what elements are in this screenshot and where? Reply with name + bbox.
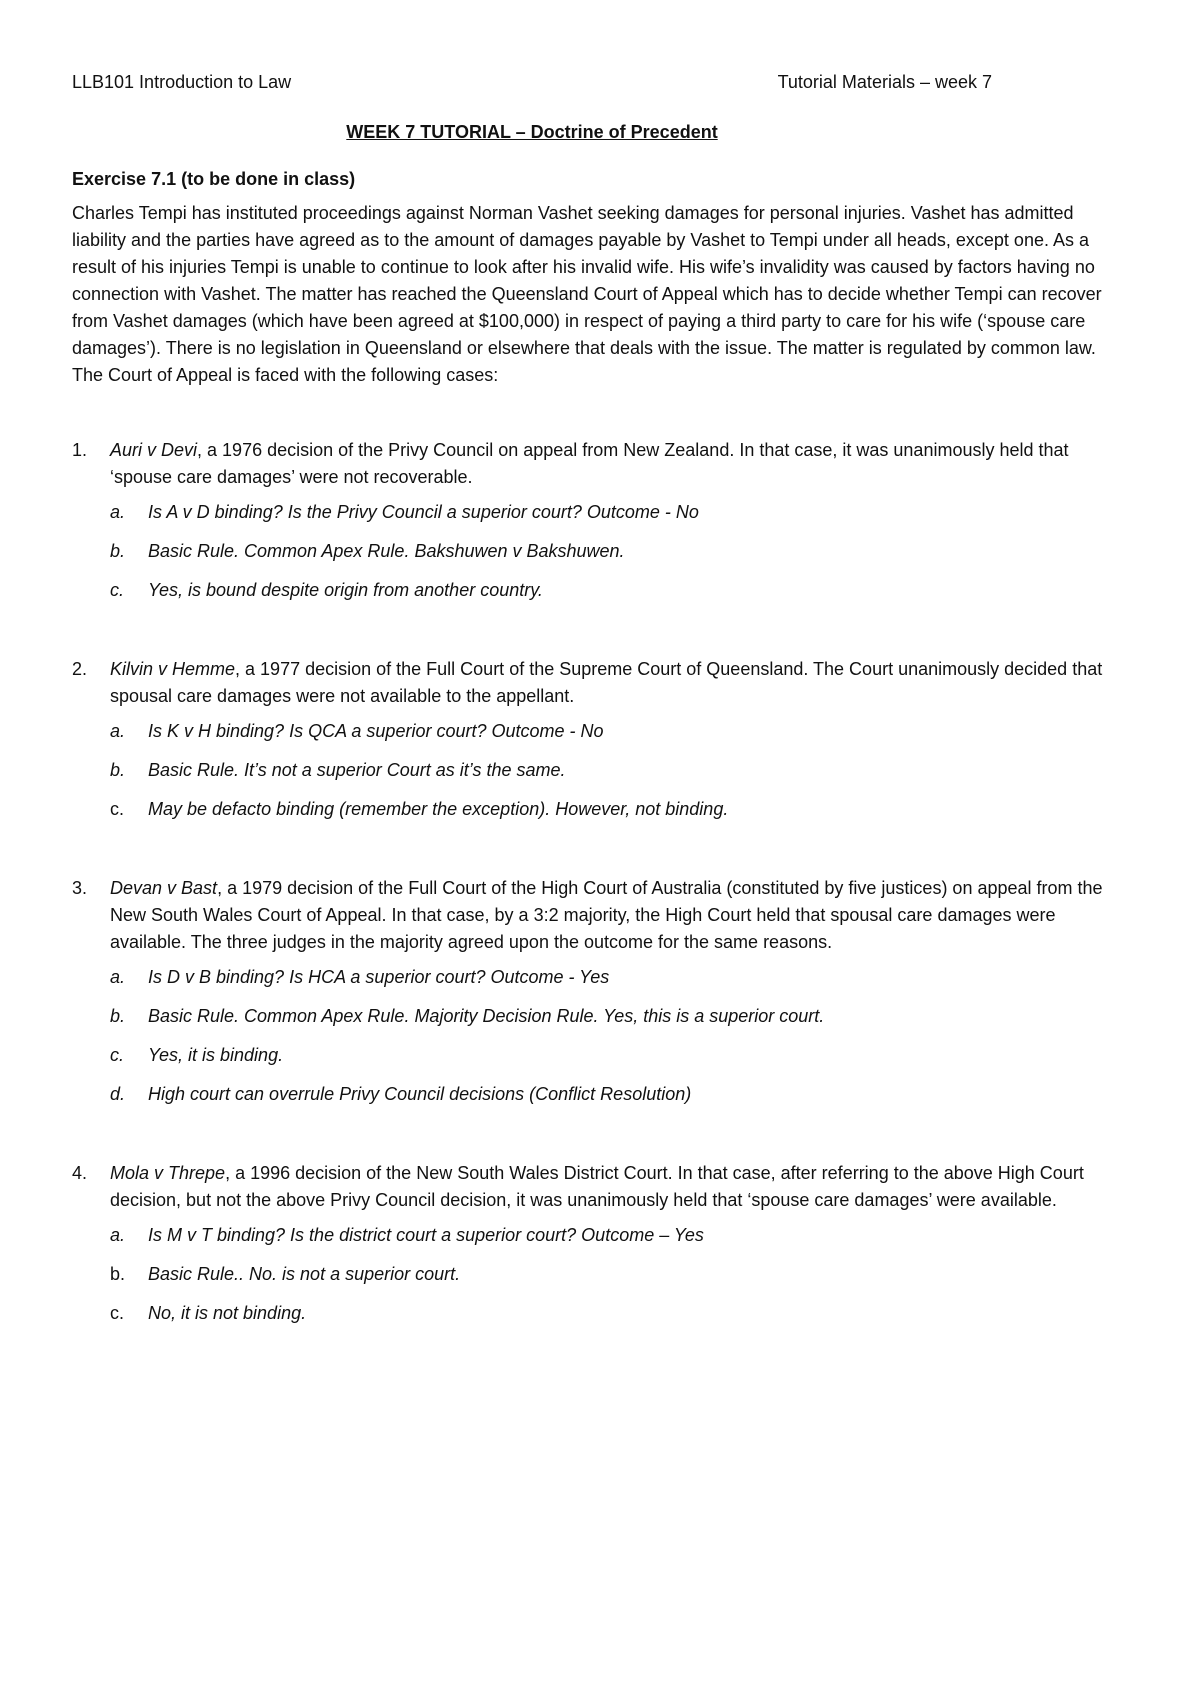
case-name: Kilvin v Hemme	[110, 659, 236, 679]
answer-letter: a.	[110, 967, 126, 987]
case-body	[110, 1160, 1120, 1339]
case-description: , a 1977 decision of the Full Court of the Supreme Court of Queensland. The Court unanimously decided that spousal care damages were not available to the appellant.	[110, 659, 1103, 706]
answer-item	[110, 1003, 1120, 1030]
answer-item	[110, 499, 1120, 526]
case-name: Mola v Threpe	[110, 1163, 226, 1183]
case-item	[72, 875, 1122, 1120]
answer-text: High court can overrule Privy Council decisions (Conflict Resolution)	[148, 1084, 692, 1104]
case-number: 3.	[72, 878, 88, 898]
case-name: Auri v Devi	[110, 440, 198, 460]
answer-text: Yes, is bound despite origin from another country.	[148, 580, 543, 600]
case-number: 1.	[72, 440, 88, 460]
case-number: 2.	[72, 659, 88, 679]
answer-item	[110, 1300, 1120, 1327]
case-description: , a 1976 decision of the Privy Council on appeal from New Zealand. In that case, it was unanimously held that ‘spouse care damages’ were not recoverable.	[110, 440, 1069, 487]
case-body	[110, 875, 1120, 1120]
answer-letter: c.	[110, 580, 125, 600]
answer-item	[110, 1222, 1120, 1249]
header-course: LLB101 Introduction to Law	[72, 72, 292, 92]
intro-paragraph: Charles Tempi has instituted proceedings against Norman Vashet seeking damages for personal injuries. Vashet has admitted liability and the parties have agreed as to the amount of damages payable by Vashet to Tempi under all heads, except one. As a result of his injuries Tempi is unable to continue to look after his invalid wife. His wife’s invalidity was caused by factors having no connection with Vashet. The matter has reached the Queensland Court of Appeal which has to decide whether Tempi can recover from Vashet damages (which have been agreed at $100,000) in respect of paying a third party to care for his wife (‘spouse care damages’). There is no legislation in Queensland or elsewhere that deals with the issue. The matter is regulated by common law. The Court of Appeal is faced with the following cases:	[72, 203, 1102, 385]
answer-item	[110, 1081, 1120, 1108]
answer-text: Yes, it is binding.	[148, 1045, 284, 1065]
case-number: 4.	[72, 1163, 88, 1183]
case-description: , a 1979 decision of the Full Court of the High Court of Australia (constituted by five justices) on appeal from the New South Wales Court of Appeal. In that case, by a 3:2 majority, the High Court held that spousal care damages were available. The three judges in the majority agreed upon the outcome for the same reasons.	[110, 878, 1103, 952]
answer-text: Basic Rule. It’s not a superior Court as it’s the same.	[148, 760, 566, 780]
case-item	[72, 1160, 1122, 1339]
answer-item	[110, 757, 1120, 784]
case-item	[72, 437, 1122, 616]
answer-letter: c.	[110, 1303, 125, 1323]
answer-letter: a.	[110, 1225, 126, 1245]
answer-letter: a.	[110, 502, 126, 522]
answer-letter: c.	[110, 799, 125, 819]
answer-list	[110, 1222, 1120, 1327]
answer-list	[110, 964, 1120, 1108]
answer-text: Basic Rule.. No. is not a superior court.	[148, 1264, 461, 1284]
case-item	[72, 656, 1122, 835]
answer-text: Is D v B binding? Is HCA a superior court? Outcome - Yes	[148, 967, 610, 987]
answer-list	[110, 718, 1120, 823]
answer-list	[110, 499, 1120, 604]
case-description: , a 1996 decision of the New South Wales District Court. In that case, after referring to the above High Court decision, but not the above Privy Council decision, it was unanimously held that ‘spouse care damages’ were available.	[110, 1163, 1084, 1210]
page-header	[72, 72, 992, 100]
page-title: WEEK 7 TUTORIAL – Doctrine of Precedent	[346, 122, 718, 142]
answer-item	[110, 577, 1120, 604]
case-name: Devan v Bast	[110, 878, 218, 898]
answer-letter: b.	[110, 1264, 126, 1284]
header-tutorial: Tutorial Materials – week 7	[777, 72, 992, 92]
answer-text: Is K v H binding? Is QCA a superior court? Outcome - No	[148, 721, 604, 741]
answer-text: Is A v D binding? Is the Privy Council a superior court? Outcome - No	[148, 502, 699, 522]
answer-letter: a.	[110, 721, 126, 741]
case-body	[110, 437, 1120, 616]
answer-text: Basic Rule. Common Apex Rule. Majority Decision Rule. Yes, this is a superior court.	[148, 1006, 825, 1026]
answer-item	[110, 1261, 1120, 1288]
answer-text: Basic Rule. Common Apex Rule. Bakshuwen v Bakshuwen.	[148, 541, 625, 561]
answer-text: Is M v T binding? Is the district court a superior court? Outcome – Yes	[148, 1225, 704, 1245]
answer-item	[110, 538, 1120, 565]
exercise-heading: Exercise 7.1 (to be done in class)	[72, 169, 356, 189]
answer-item	[110, 964, 1120, 991]
answer-letter: b.	[110, 1006, 126, 1026]
answer-text: No, it is not binding.	[148, 1303, 307, 1323]
answer-letter: d.	[110, 1084, 126, 1104]
document-page	[72, 72, 1122, 1339]
answer-text: May be defacto binding (remember the exception). However, not binding.	[148, 799, 729, 819]
answer-item	[110, 1042, 1120, 1069]
answer-item	[110, 796, 1120, 823]
answer-letter: c.	[110, 1045, 125, 1065]
answer-letter: b.	[110, 760, 126, 780]
case-body	[110, 656, 1120, 835]
answer-item	[110, 718, 1120, 745]
answer-letter: b.	[110, 541, 126, 561]
